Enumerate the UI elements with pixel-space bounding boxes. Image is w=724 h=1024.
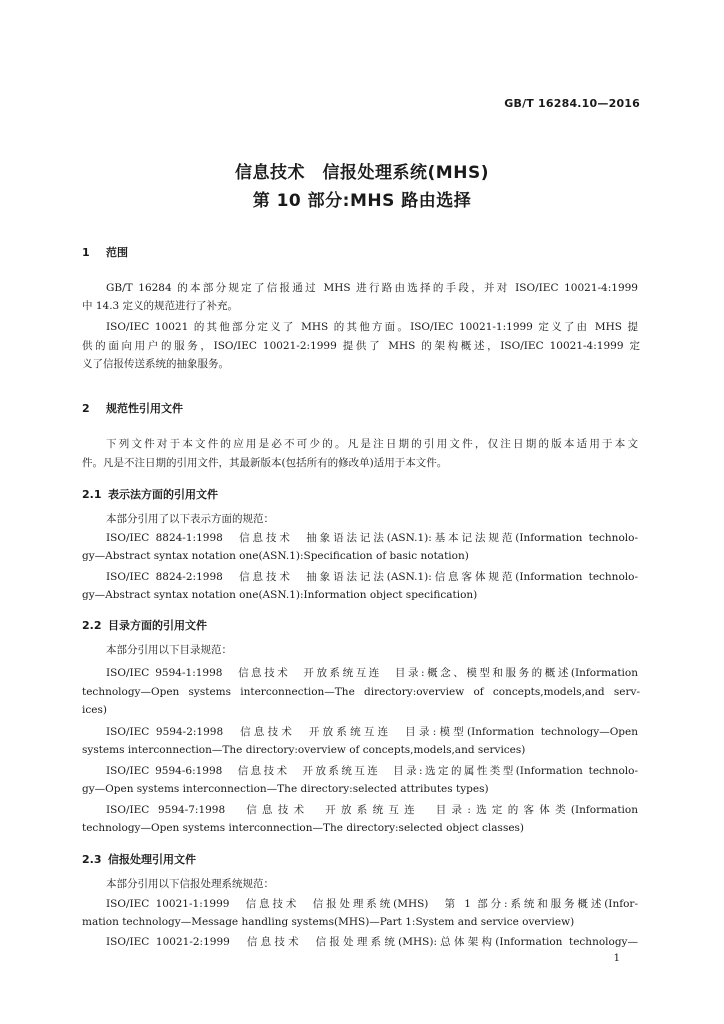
document-title-line1: 信息技术 信报处理系统(MHS) <box>235 163 489 183</box>
paragraph-line: 下列文件对于本文件的应用是必不可少的。凡是注日期的引用文件，仅注日期的版本适用于本文 <box>106 438 638 450</box>
section-number: 2.1 <box>82 488 102 501</box>
paragraph-line: 本部分引用了以下表示方面的规范： <box>106 513 274 525</box>
section-title: 规范性引用文件 <box>106 402 183 415</box>
section-heading-1 <box>82 244 128 260</box>
section-heading-2-1 <box>82 486 218 502</box>
paragraph-line: 义了信报传送系统的抽象服务。 <box>82 358 229 370</box>
page-number: 1 <box>613 953 620 964</box>
reference-line: ISO/IEC 10021-1:1999 信息技术 信报处理系统(MHS) 第 1 部分:系统和服务概述(Infor- <box>106 898 638 910</box>
reference-line: ISO/IEC 10021-2:1999 信息技术 信报处理系统(MHS):总体架构(Information technology— <box>106 936 638 948</box>
paragraph-line: 中 14.3 定义的规范进行了补充。 <box>82 300 239 312</box>
section-title: 目录方面的引用文件 <box>108 619 207 632</box>
section-title: 范围 <box>106 246 128 259</box>
section-number: 2.3 <box>82 853 102 866</box>
reference-line: gy—Abstract syntax notation one(ASN.1):Specification of basic notation) <box>82 550 469 562</box>
section-heading-2-2 <box>82 617 207 633</box>
reference-line: ISO/IEC 9594-1:1998 信息技术 开放系统互连 目录:概念、模型和服务的概述(Information <box>106 667 638 679</box>
paragraph-line: 本部分引用以下目录规范： <box>106 644 232 656</box>
paragraph-line: 供的面向用户的服务，ISO/IEC 10021-2:1999 提供了 MHS 的架构概述，ISO/IEC 10021-4:1999 定 <box>82 340 640 352</box>
section-heading-2-3 <box>82 851 196 867</box>
paragraph-line: 件。凡是不注日期的引用文件，其最新版本(包括所有的修改单)适用于本文件。 <box>82 457 448 469</box>
paragraph-line: ISO/IEC 10021 的其他部分定义了 MHS 的其他方面。ISO/IEC 10021-1:1999 定义了由 MHS 提 <box>106 321 638 333</box>
standard-code: GB/T 16284.10—2016 <box>504 97 640 110</box>
reference-line: ISO/IEC 9594-6:1998 信息技术 开放系统互连 目录:选定的属性类型(Information technolo- <box>106 765 638 777</box>
section-title: 表示法方面的引用文件 <box>108 488 218 501</box>
section-number: 1 <box>82 246 90 259</box>
section-number: 2 <box>82 402 90 415</box>
reference-line: ISO/IEC 8824-1:1998 信息技术 抽象语法记法(ASN.1):基本记法规范(Information technolo- <box>106 532 638 544</box>
section-number: 2.2 <box>82 619 102 632</box>
reference-line: mation technology—Message handling systems(MHS)—Part 1:System and service overview) <box>82 916 575 928</box>
paragraph-line: GB/T 16284 的本部分规定了信报通过 MHS 进行路由选择的手段，并对 ISO/IEC 10021-4:1999 <box>106 282 638 294</box>
reference-line: systems interconnection—The directory:overview of concepts,models,and services) <box>82 744 526 756</box>
reference-line: ISO/IEC 8824-2:1998 信息技术 抽象语法记法(ASN.1):信息客体规范(Information technolo- <box>106 571 638 583</box>
reference-line: ISO/IEC 9594-7:1998 信息技术 开放系统互连 目录:选定的客体类(Information <box>106 804 638 816</box>
reference-line: gy—Open systems interconnection—The directory:selected attributes types) <box>82 783 489 795</box>
reference-line: technology—Open systems interconnection—The directory:selected object classes) <box>82 822 525 834</box>
reference-line: ISO/IEC 9594-2:1998 信息技术 开放系统互连 目录:模型(Information technology—Open <box>106 726 638 738</box>
reference-line: ices) <box>82 704 107 716</box>
document-title-line2: 第 10 部分:MHS 路由选择 <box>252 191 472 211</box>
reference-line: technology—Open systems interconnection—The directory:overview of concepts,models,and serv- <box>82 686 640 698</box>
paragraph-line: 本部分引用以下信报处理系统规范： <box>106 878 274 890</box>
section-heading-2 <box>82 400 183 416</box>
reference-line: gy—Abstract syntax notation one(ASN.1):Information object specification) <box>82 589 478 601</box>
section-title: 信报处理引用文件 <box>108 853 196 866</box>
